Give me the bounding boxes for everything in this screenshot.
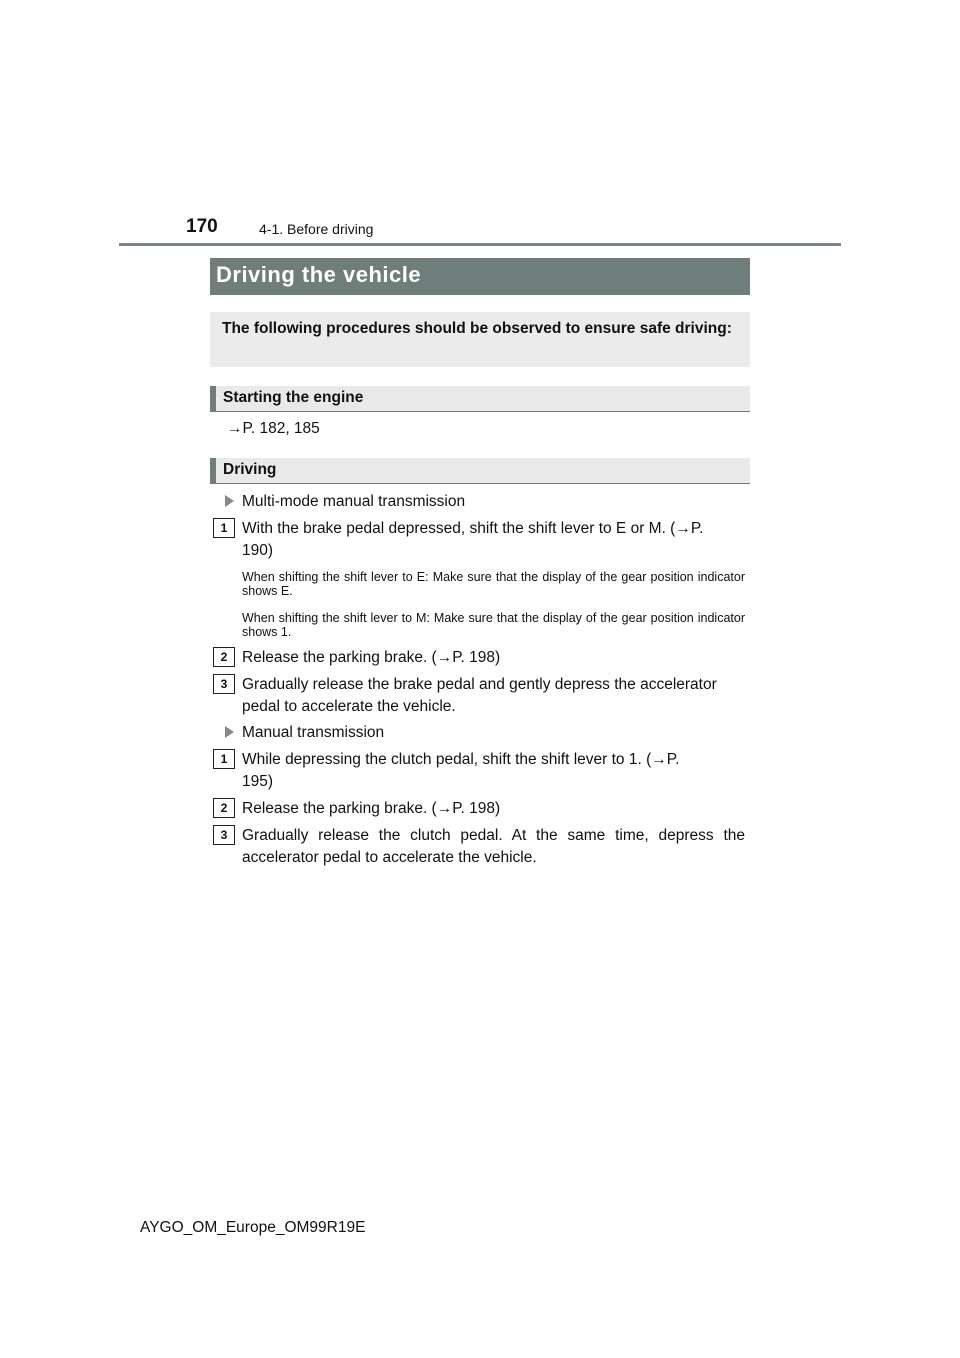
starting-reference-link[interactable]: →P. 182, 185 [227, 420, 320, 437]
header-divider [119, 243, 841, 246]
mt-step3-text: Gradually release the clutch pedal. At the same time, depress the accelerator pedal to accelerate the vehicle. [242, 827, 745, 866]
mmt-step1-text: With the brake pedal depressed, shift the shift lever to E or M. (→P. 190) [242, 520, 704, 559]
mmt-note1: When shifting the shift lever to E: Make sure that the display of the gear position indicator shows E. [242, 570, 745, 598]
intro-box [210, 312, 750, 367]
step-number-box: 2 [213, 798, 235, 818]
step-number-box: 3 [213, 825, 235, 845]
mmt-label [225, 491, 465, 513]
document-footer: AYGO_OM_Europe_OM99R19E [140, 1219, 366, 1236]
page-title-bar [210, 258, 750, 295]
section-heading-driving-label: Driving [223, 461, 277, 478]
section-heading-driving [210, 458, 750, 484]
intro-text: The following procedures should be observed to ensure safe driving: [222, 320, 732, 337]
page-title: Driving the vehicle [216, 262, 422, 287]
step-number-box: 2 [213, 647, 235, 667]
step-number-box: 3 [213, 674, 235, 694]
chapter-label: 4-1. Before driving [259, 221, 374, 237]
mmt-step2-text: Release the parking brake. (→P. 198) [242, 649, 501, 666]
section-heading-starting-label: Starting the engine [223, 389, 364, 406]
page-number: 170 [186, 216, 218, 237]
triangle-bullet-icon [225, 726, 234, 738]
mt-label [225, 722, 384, 744]
step-number-box: 1 [213, 749, 235, 769]
mt-label-text: Manual transmission [242, 724, 385, 741]
mmt-step3-text: Gradually release the brake pedal and gently depress the accelerator pedal to accelerate the vehicle. [242, 676, 717, 715]
mmt-note2: When shifting the shift lever to M: Make sure that the display of the gear position indicator shows 1. [242, 611, 745, 639]
mt-step2-text: Release the parking brake. (→P. 198) [242, 800, 501, 817]
step-number-box: 1 [213, 518, 235, 538]
mmt-label-text: Multi-mode manual transmission [242, 493, 466, 510]
section-heading-starting [210, 386, 750, 412]
triangle-bullet-icon [225, 495, 234, 507]
mt-step1-text: While depressing the clutch pedal, shift the shift lever to 1. (→P. 195) [242, 751, 680, 790]
